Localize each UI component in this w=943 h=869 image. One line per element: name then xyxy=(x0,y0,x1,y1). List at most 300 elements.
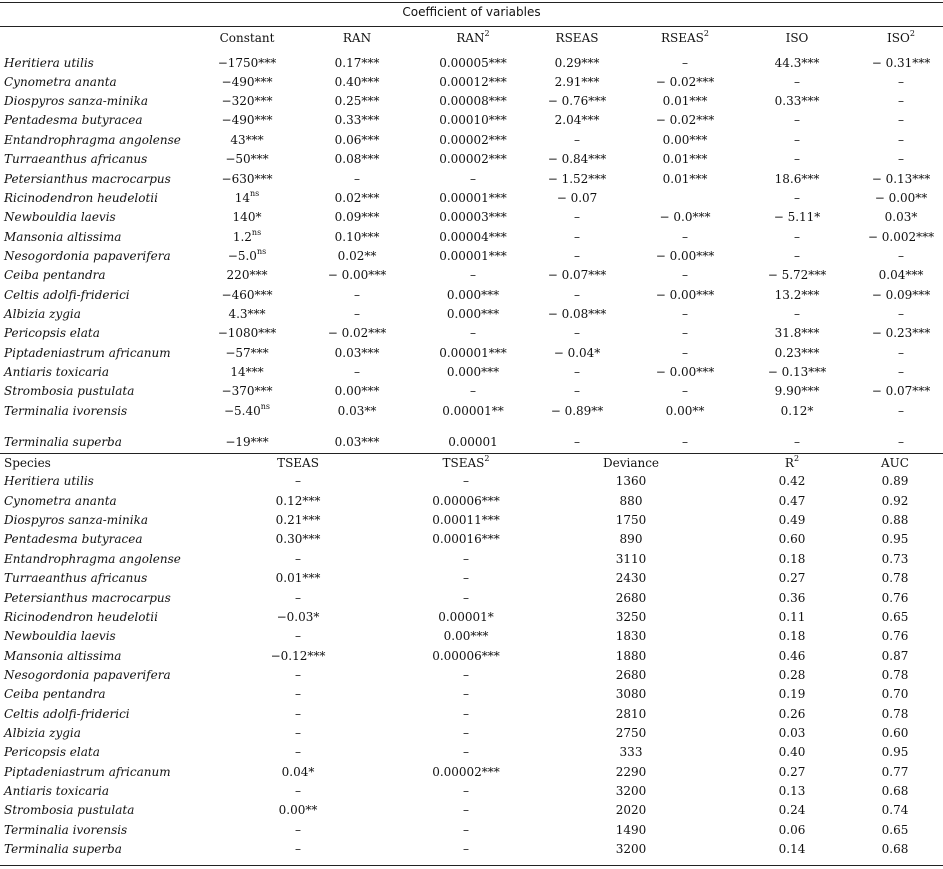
species-name: Antiaris toxicaria xyxy=(4,365,110,379)
cell-deviance: 333 xyxy=(619,745,643,759)
cell-rseas-squared: – xyxy=(682,307,688,321)
table-row xyxy=(0,286,943,305)
cell-r-squared: 0.27 xyxy=(778,765,806,779)
table-row xyxy=(0,324,943,343)
cell-tseas-squared: 0.00001* xyxy=(438,610,494,624)
cell-rseas: – xyxy=(574,384,580,398)
cell-constant: 14*** xyxy=(230,365,264,379)
table-row xyxy=(0,492,943,511)
species-name: Pentadesma butyracea xyxy=(4,113,143,127)
cell-r-squared: 0.03 xyxy=(778,726,806,740)
species-name: Entandrophragma angolense xyxy=(4,552,181,566)
cell-deviance: 1880 xyxy=(615,649,647,663)
cell-ran: 0.33*** xyxy=(334,113,380,127)
species-name: Nesogordonia papaverifera xyxy=(4,668,171,682)
table-row xyxy=(0,131,943,150)
species-name: Turraeanthus africanus xyxy=(4,152,148,166)
species-name: Pericopsis elata xyxy=(4,745,100,759)
cell-ran: 0.25*** xyxy=(334,94,380,108)
cell-deviance: 3110 xyxy=(615,552,647,566)
cell-tseas: 0.12*** xyxy=(275,494,321,508)
cell-auc: 0.89 xyxy=(881,474,909,488)
table-row xyxy=(0,111,943,130)
table-row xyxy=(0,530,943,549)
cell-deviance: 3200 xyxy=(615,784,647,798)
cell-rseas: − 0.07*** xyxy=(547,268,607,282)
cell-ran-squared: 0.00001** xyxy=(442,404,504,418)
cell-r-squared: 0.11 xyxy=(778,610,806,624)
cell-iso-squared: – xyxy=(898,152,904,166)
cell-auc: 0.74 xyxy=(881,803,909,817)
table-top-rule xyxy=(0,2,943,3)
cell-ran: − 0.02*** xyxy=(327,326,387,340)
table-row xyxy=(0,402,943,421)
cell-rseas-squared: – xyxy=(682,435,688,449)
table-row xyxy=(0,821,943,840)
species-name: Entandrophragma angolense xyxy=(4,133,181,147)
table-row xyxy=(0,208,943,227)
cell-r-squared: 0.36 xyxy=(778,591,806,605)
species-name: Terminalia ivorensis xyxy=(4,404,128,418)
cell-rseas: − 0.07 xyxy=(556,191,598,205)
cell-auc: 0.70 xyxy=(881,687,909,701)
cell-iso: 0.23*** xyxy=(774,346,820,360)
cell-ran-squared: 0.00001*** xyxy=(439,191,507,205)
species-name: Mansonia altissima xyxy=(4,230,122,244)
cell-ran-squared: – xyxy=(470,172,476,186)
table-row xyxy=(0,685,943,704)
cell-tseas-squared: – xyxy=(463,842,469,856)
cell-r-squared: 0.40 xyxy=(778,745,806,759)
cell-auc: 0.65 xyxy=(881,823,909,837)
cell-iso-squared: – xyxy=(898,249,904,263)
table-row xyxy=(0,266,943,285)
table-row xyxy=(0,627,943,646)
cell-rseas-squared: − 0.02*** xyxy=(655,113,715,127)
header-auc: AUC xyxy=(881,456,909,470)
cell-r-squared: 0.42 xyxy=(778,474,806,488)
cell-rseas-squared: − 0.00*** xyxy=(655,249,715,263)
table-row xyxy=(0,228,943,247)
cell-ran-squared: 0.00001*** xyxy=(439,346,507,360)
cell-auc: 0.73 xyxy=(881,552,909,566)
cell-iso-squared: 0.03* xyxy=(884,210,918,224)
species-name: Petersianthus macrocarpus xyxy=(4,591,171,605)
cell-tseas: – xyxy=(295,552,301,566)
table-row xyxy=(0,189,943,208)
table-row xyxy=(0,54,943,73)
species-name: Celtis adolfi-friderici xyxy=(4,288,130,302)
table-row xyxy=(0,550,943,569)
cell-iso: 31.8*** xyxy=(774,326,820,340)
cell-r-squared: 0.26 xyxy=(778,707,806,721)
cell-tseas: 0.01*** xyxy=(275,571,321,585)
cell-constant: −1750*** xyxy=(217,56,277,70)
cell-tseas: – xyxy=(295,842,301,856)
cell-iso-squared: – xyxy=(898,365,904,379)
table-row xyxy=(0,840,943,859)
cell-iso-squared: − 0.13*** xyxy=(871,172,931,186)
cell-iso: − 5.11* xyxy=(773,210,821,224)
cell-deviance: 2020 xyxy=(615,803,647,817)
species-name: Piptadeniastrum africanum xyxy=(4,346,171,360)
cell-iso: – xyxy=(794,133,800,147)
species-name: Turraeanthus africanus xyxy=(4,571,148,585)
cell-iso: – xyxy=(794,75,800,89)
cell-auc: 0.77 xyxy=(881,765,909,779)
cell-rseas-squared: – xyxy=(682,56,688,70)
cell-iso-squared: – xyxy=(898,307,904,321)
cell-constant: −19*** xyxy=(225,435,269,449)
cell-rseas: – xyxy=(574,210,580,224)
cell-constant: −490*** xyxy=(221,113,273,127)
table-row xyxy=(0,472,943,491)
cell-ran-squared: 0.00001 xyxy=(448,435,498,449)
cell-iso: – xyxy=(794,249,800,263)
species-name: Ricinodendron heudelotii xyxy=(4,191,158,205)
header-tseas: TSEAS xyxy=(277,456,319,470)
header-iso: ISO xyxy=(785,31,809,45)
cell-tseas-squared: – xyxy=(463,687,469,701)
cell-iso-squared: – xyxy=(898,133,904,147)
cell-r-squared: 0.28 xyxy=(778,668,806,682)
species-name: Ceiba pentandra xyxy=(4,687,106,701)
cell-ran: 0.03*** xyxy=(334,346,380,360)
cell-r-squared: 0.13 xyxy=(778,784,806,798)
cell-rseas-squared: – xyxy=(682,230,688,244)
cell-rseas: − 0.04* xyxy=(553,346,601,360)
cell-ran: – xyxy=(354,172,360,186)
cell-tseas-squared: – xyxy=(463,668,469,682)
cell-deviance: 2290 xyxy=(615,765,647,779)
cell-tseas: 0.00** xyxy=(278,803,318,817)
cell-rseas-squared: 0.00*** xyxy=(662,133,708,147)
cell-rseas: – xyxy=(574,249,580,263)
header-ran: RAN xyxy=(342,31,372,45)
cell-rseas: 0.29*** xyxy=(554,56,600,70)
species-name: Newbouldia laevis xyxy=(4,629,116,643)
cell-tseas-squared: – xyxy=(463,726,469,740)
table-row xyxy=(0,363,943,382)
cell-ran: 0.03*** xyxy=(334,435,380,449)
cell-ran: – xyxy=(354,365,360,379)
cell-iso-squared: – xyxy=(898,404,904,418)
cell-tseas: – xyxy=(295,591,301,605)
table-row xyxy=(0,170,943,189)
table-row xyxy=(0,305,943,324)
cell-rseas: − 0.76*** xyxy=(547,94,607,108)
cell-rseas: − 0.84*** xyxy=(547,152,607,166)
cell-constant: −50*** xyxy=(225,152,269,166)
cell-deviance: 1360 xyxy=(615,474,647,488)
table-row xyxy=(0,150,943,169)
cell-rseas: – xyxy=(574,326,580,340)
cell-deviance: 1490 xyxy=(615,823,647,837)
header-rseas: RSEAS xyxy=(555,31,599,45)
cell-tseas: – xyxy=(295,823,301,837)
cell-rseas-squared: − 0.00*** xyxy=(655,288,715,302)
cell-tseas: – xyxy=(295,707,301,721)
cell-ran-squared: 0.00005*** xyxy=(439,56,507,70)
table-title: Coefficient of variables xyxy=(402,5,541,19)
table-row xyxy=(0,647,943,666)
cell-rseas-squared: – xyxy=(682,346,688,360)
cell-tseas: 0.30*** xyxy=(275,532,321,546)
cell-auc: 0.95 xyxy=(881,532,909,546)
cell-tseas-squared: – xyxy=(463,571,469,585)
cell-r-squared: 0.27 xyxy=(778,571,806,585)
cell-constant: −1080*** xyxy=(217,326,277,340)
header-species: Species xyxy=(4,456,51,470)
cell-ran: 0.02** xyxy=(337,249,377,263)
species-name: Strombosia pustulata xyxy=(4,803,135,817)
cell-rseas: − 1.52*** xyxy=(547,172,607,186)
cell-deviance: 2680 xyxy=(615,591,647,605)
cell-tseas: – xyxy=(295,629,301,643)
cell-deviance: 3080 xyxy=(615,687,647,701)
cell-deviance: 890 xyxy=(619,532,643,546)
table-row xyxy=(0,382,943,401)
table-row xyxy=(0,569,943,588)
cell-tseas-squared: – xyxy=(463,552,469,566)
species-name: Pentadesma butyracea xyxy=(4,532,143,546)
cell-iso-squared: − 0.23*** xyxy=(871,326,931,340)
header-iso-squared: ISO$^2$ xyxy=(887,29,915,45)
cell-rseas: – xyxy=(574,435,580,449)
cell-r-squared: 0.14 xyxy=(778,842,806,856)
cell-auc: 0.92 xyxy=(881,494,909,508)
cell-rseas-squared: 0.01*** xyxy=(662,172,708,186)
cell-tseas-squared: 0.00*** xyxy=(443,629,489,643)
species-name: Ricinodendron heudelotii xyxy=(4,610,158,624)
cell-constant: −460*** xyxy=(221,288,273,302)
cell-tseas: – xyxy=(295,745,301,759)
cell-iso: − 5.72*** xyxy=(767,268,827,282)
cell-auc: 0.68 xyxy=(881,842,909,856)
table-row xyxy=(0,608,943,627)
cell-iso: 0.33*** xyxy=(774,94,820,108)
cell-r-squared: 0.46 xyxy=(778,649,806,663)
cell-ran-squared: 0.000*** xyxy=(446,288,500,302)
cell-rseas: – xyxy=(574,365,580,379)
species-name: Petersianthus macrocarpus xyxy=(4,172,171,186)
cell-tseas: – xyxy=(295,687,301,701)
table-bottom-rule xyxy=(0,865,943,866)
cell-ran-squared: 0.000*** xyxy=(446,307,500,321)
cell-ran-squared: 0.00012*** xyxy=(439,75,507,89)
cell-ran: 0.08*** xyxy=(334,152,380,166)
cell-ran: 0.00*** xyxy=(334,384,380,398)
species-name: Strombosia pustulata xyxy=(4,384,135,398)
cell-r-squared: 0.06 xyxy=(778,823,806,837)
cell-auc: 0.65 xyxy=(881,610,909,624)
cell-iso-squared: – xyxy=(898,346,904,360)
cell-deviance: 2680 xyxy=(615,668,647,682)
table-row xyxy=(0,73,943,92)
species-name: Pericopsis elata xyxy=(4,326,100,340)
cell-r-squared: 0.18 xyxy=(778,629,806,643)
cell-tseas-squared: – xyxy=(463,591,469,605)
cell-rseas-squared: – xyxy=(682,268,688,282)
cell-deviance: 2750 xyxy=(615,726,647,740)
cell-ran: 0.09*** xyxy=(334,210,380,224)
species-name: Diospyros sanza-minika xyxy=(4,94,149,108)
cell-iso-squared: − 0.31*** xyxy=(871,56,931,70)
cell-iso-squared: – xyxy=(898,75,904,89)
cell-rseas-squared: – xyxy=(682,384,688,398)
cell-ran-squared: 0.00004*** xyxy=(439,230,507,244)
cell-rseas-squared: − 0.0*** xyxy=(659,210,711,224)
cell-tseas: 0.04* xyxy=(281,765,315,779)
cell-constant: $-5.0^{ns}$ xyxy=(227,247,267,263)
cell-constant: 43*** xyxy=(230,133,264,147)
cell-r-squared: 0.60 xyxy=(778,532,806,546)
cell-ran-squared: 0.00008*** xyxy=(439,94,507,108)
species-name: Terminalia superba xyxy=(4,842,122,856)
top-header-row xyxy=(0,29,943,48)
cell-iso: – xyxy=(794,113,800,127)
cell-ran-squared: – xyxy=(470,384,476,398)
table-row xyxy=(0,247,943,266)
cell-rseas-squared: 0.01*** xyxy=(662,152,708,166)
cell-ran-squared: 0.00002*** xyxy=(439,152,507,166)
cell-tseas-squared: 0.00002*** xyxy=(432,765,500,779)
cell-iso-squared: – xyxy=(898,435,904,449)
cell-rseas: – xyxy=(574,230,580,244)
cell-deviance: 1830 xyxy=(615,629,647,643)
cell-rseas: – xyxy=(574,288,580,302)
cell-ran: 0.17*** xyxy=(334,56,380,70)
cell-rseas-squared: − 0.02*** xyxy=(655,75,715,89)
cell-iso: − 0.13*** xyxy=(767,365,827,379)
cell-rseas-squared: − 0.00*** xyxy=(655,365,715,379)
cell-iso: 0.12* xyxy=(780,404,814,418)
cell-iso: 44.3*** xyxy=(774,56,820,70)
cell-constant: −370*** xyxy=(221,384,273,398)
species-name: Cynometra ananta xyxy=(4,494,117,508)
table-row xyxy=(0,743,943,762)
cell-iso: 9.90*** xyxy=(774,384,820,398)
cell-tseas-squared: – xyxy=(463,707,469,721)
cell-constant: 4.3*** xyxy=(228,307,266,321)
table-row xyxy=(0,589,943,608)
cell-deviance: 1750 xyxy=(615,513,647,527)
cell-iso-squared: – xyxy=(898,113,904,127)
cell-tseas: – xyxy=(295,726,301,740)
cell-tseas: – xyxy=(295,668,301,682)
cell-ran: 0.10*** xyxy=(334,230,380,244)
cell-constant: 220*** xyxy=(226,268,268,282)
cell-r-squared: 0.18 xyxy=(778,552,806,566)
cell-ran-squared: 0.000*** xyxy=(446,365,500,379)
cell-auc: 0.87 xyxy=(881,649,909,663)
cell-constant: $-5.40^{ns}$ xyxy=(223,402,271,418)
bottom-header-row xyxy=(0,454,943,473)
cell-iso-squared: − 0.00** xyxy=(874,191,928,205)
species-name: Diospyros sanza-minika xyxy=(4,513,149,527)
species-name: Ceiba pentandra xyxy=(4,268,106,282)
cell-rseas: − 0.08*** xyxy=(547,307,607,321)
cell-tseas-squared: – xyxy=(463,803,469,817)
species-name: Piptadeniastrum africanum xyxy=(4,765,171,779)
table-row xyxy=(0,801,943,820)
species-name: Mansonia altissima xyxy=(4,649,122,663)
cell-auc: 0.78 xyxy=(881,571,909,585)
cell-tseas: −0.12*** xyxy=(270,649,326,663)
cell-auc: 0.95 xyxy=(881,745,909,759)
cell-iso-squared: − 0.09*** xyxy=(871,288,931,302)
cell-r-squared: 0.24 xyxy=(778,803,806,817)
cell-ran-squared: 0.00001*** xyxy=(439,249,507,263)
cell-ran: – xyxy=(354,288,360,302)
cell-tseas: 0.21*** xyxy=(275,513,321,527)
cell-deviance: 2810 xyxy=(615,707,647,721)
header-r-squared: $R^2$ xyxy=(784,454,800,470)
cell-rseas-squared: 0.01*** xyxy=(662,94,708,108)
cell-ran: 0.02*** xyxy=(334,191,380,205)
species-name: Terminalia superba xyxy=(4,435,122,449)
cell-deviance: 880 xyxy=(619,494,643,508)
cell-ran: 0.06*** xyxy=(334,133,380,147)
cell-ran-squared: 0.00003*** xyxy=(439,210,507,224)
header-constant: Constant xyxy=(219,31,275,45)
cell-ran-squared: 0.00010*** xyxy=(439,113,507,127)
cell-constant: −630*** xyxy=(221,172,273,186)
table-row xyxy=(0,782,943,801)
species-name: Heritiera utilis xyxy=(4,56,94,70)
cell-iso-squared: – xyxy=(898,94,904,108)
header-rseas-squared: RSEAS$^2$ xyxy=(661,29,709,45)
cell-auc: 0.60 xyxy=(881,726,909,740)
species-name: Heritiera utilis xyxy=(4,474,94,488)
cell-ran: 0.40*** xyxy=(334,75,380,89)
cell-r-squared: 0.49 xyxy=(778,513,806,527)
cell-iso-squared: − 0.07*** xyxy=(871,384,931,398)
cell-rseas: 2.04*** xyxy=(554,113,600,127)
cell-r-squared: 0.19 xyxy=(778,687,806,701)
cell-rseas: − 0.89** xyxy=(550,404,604,418)
species-name: Antiaris toxicaria xyxy=(4,784,110,798)
cell-iso: – xyxy=(794,191,800,205)
table-row xyxy=(0,666,943,685)
species-name: Cynometra ananta xyxy=(4,75,117,89)
cell-deviance: 2430 xyxy=(615,571,647,585)
species-name: Terminalia ivorensis xyxy=(4,823,128,837)
species-name: Newbouldia laevis xyxy=(4,210,116,224)
cell-tseas-squared: – xyxy=(463,823,469,837)
cell-constant: $14^{ns}$ xyxy=(234,189,260,205)
cell-auc: 0.76 xyxy=(881,591,909,605)
cell-tseas-squared: – xyxy=(463,474,469,488)
cell-constant: −320*** xyxy=(221,94,273,108)
cell-ran-squared: – xyxy=(470,268,476,282)
cell-tseas: – xyxy=(295,784,301,798)
cell-iso-squared: − 0.002*** xyxy=(867,230,935,244)
cell-deviance: 3250 xyxy=(615,610,647,624)
cell-rseas: – xyxy=(574,133,580,147)
cell-tseas-squared: 0.00006*** xyxy=(432,649,500,663)
cell-iso: – xyxy=(794,307,800,321)
cell-iso-squared: 0.04*** xyxy=(878,268,924,282)
table-row xyxy=(0,92,943,111)
cell-ran: – xyxy=(354,307,360,321)
cell-constant: −490*** xyxy=(221,75,273,89)
cell-auc: 0.78 xyxy=(881,707,909,721)
cell-rseas-squared: – xyxy=(682,326,688,340)
cell-tseas: – xyxy=(295,474,301,488)
cell-ran-squared: 0.00002*** xyxy=(439,133,507,147)
species-name: Celtis adolfi-friderici xyxy=(4,707,130,721)
